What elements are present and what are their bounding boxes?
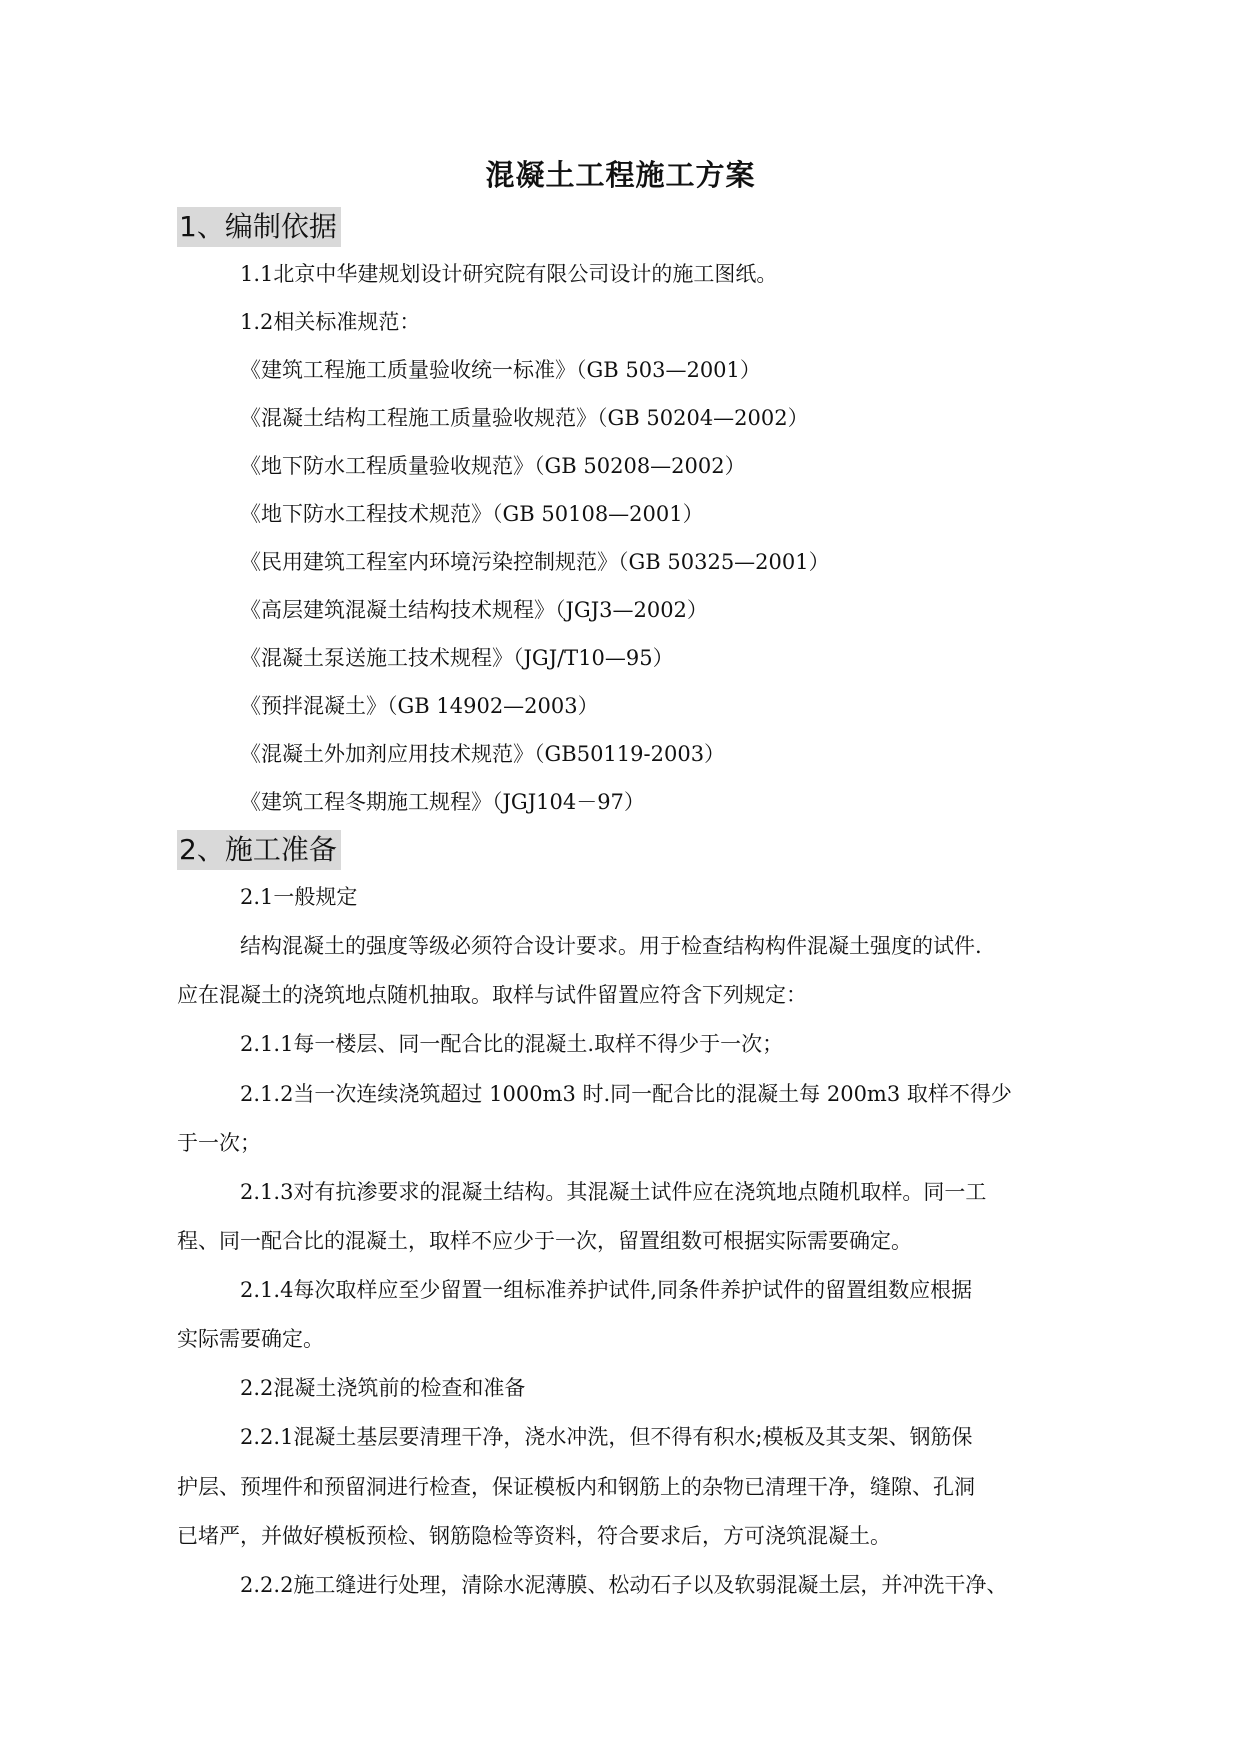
paragraph-line: 2.1.1每一楼层、同一配合比的混凝土.取样不得少于一次； [240,1032,784,1056]
document-title: 混凝土工程施工方案 [485,158,756,192]
standard-reference: 《建筑工程冬期施工规程》（JGJ104－97） [240,790,645,814]
paragraph-line: 2.1.2当一次连续浇筑超过 1000m3 时.同一配合比的混凝土每 200m3 取样不得少 [240,1082,1012,1106]
paragraph-line: 1.1北京中华建规划设计研究院有限公司设计的施工图纸。 [240,262,778,286]
paragraph-line: 2.1.3对有抗渗要求的混凝土结构。其混凝土试件应在浇筑地点随机取样。同一工 [240,1180,987,1204]
standard-reference: 《民用建筑工程室内环境污染控制规范》（GB 50325—2001） [240,550,830,574]
standard-reference: 《混凝土结构工程施工质量验收规范》（GB 50204—2002） [240,406,809,430]
paragraph-line: 2.2.2施工缝进行处理，清除水泥薄膜、松动石子以及软弱混凝土层，并冲洗干净、 [240,1573,1008,1597]
standard-reference: 《建筑工程施工质量验收统一标准》（GB 503—2001） [240,358,761,382]
paragraph-line: 2.1.4每次取样应至少留置一组标准养护试件,同条件养护试件的留置组数应根据 [240,1278,973,1302]
standard-reference: 《混凝土泵送施工技术规程》（JGJ/T10—95） [240,646,674,670]
paragraph-line: 于一次； [177,1131,261,1155]
paragraph-line: 结构混凝土的强度等级必须符合设计要求。用于检查结构构件混凝土强度的试件. [240,934,982,958]
standard-reference: 《混凝土外加剂应用技术规范》（GB50119-2003） [240,742,726,766]
paragraph-line: 实际需要确定。 [177,1327,324,1351]
paragraph-line: 应在混凝土的浇筑地点随机抽取。取样与试件留置应符含下列规定： [177,983,807,1007]
section-heading-1: 1、编制依据 [177,207,341,247]
paragraph-line: 护层、预埋件和预留洞进行检查，保证模板内和钢筋上的杂物已清理干净，缝隙、孔洞 [177,1475,975,1499]
paragraph-line: 2.2混凝土浇筑前的检查和准备 [240,1376,526,1400]
paragraph-line: 已堵严，并做好模板预检、钢筋隐检等资料，符合要求后，方可浇筑混凝土。 [177,1524,891,1548]
paragraph-line: 2.2.1混凝土基层要清理干净，浇水冲洗，但不得有积水;模板及其支架、钢筋保 [240,1425,973,1449]
paragraph-line: 1.2相关标准规范： [240,310,421,334]
paragraph-line: 2.1一般规定 [240,885,358,909]
standard-reference: 《地下防水工程技术规范》（GB 50108—2001） [240,502,704,526]
standard-reference: 《高层建筑混凝土结构技术规程》（JGJ3—2002） [240,598,708,622]
standard-reference: 《地下防水工程质量验收规范》（GB 50208—2002） [240,454,746,478]
section-heading-2: 2、施工准备 [177,830,341,870]
standard-reference: 《预拌混凝土》（GB 14902—2003） [240,694,599,718]
paragraph-line: 程、同一配合比的混凝土，取样不应少于一次，留置组数可根据实际需要确定。 [177,1229,912,1253]
